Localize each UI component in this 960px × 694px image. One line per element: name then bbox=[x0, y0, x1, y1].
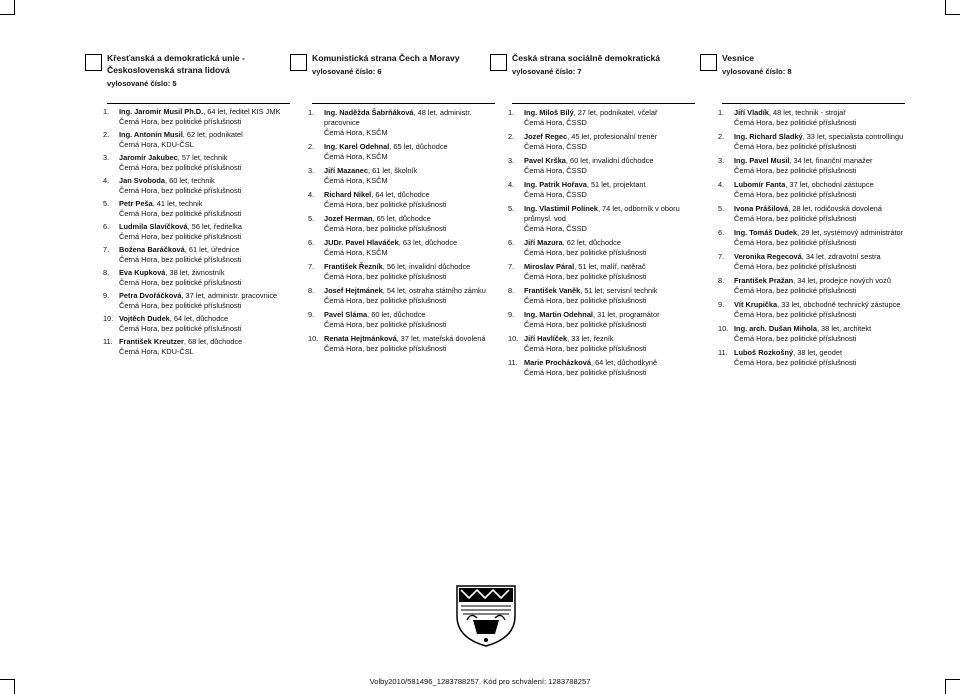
candidate-name: Pavel Krška bbox=[524, 156, 566, 165]
candidate-item[interactable] bbox=[103, 130, 290, 150]
candidate-detail: , 64 let, důchodkyně bbox=[590, 358, 658, 367]
candidate-affiliation: Černá Hora, bez politické příslušnosti bbox=[734, 334, 857, 343]
candidate-affiliation: Černá Hora, bez politické příslušnosti bbox=[734, 286, 857, 295]
candidate-detail: , 34 let, prodejce nových vozů bbox=[793, 276, 891, 285]
candidate-number: 2. bbox=[308, 142, 315, 151]
candidate-item[interactable] bbox=[103, 176, 290, 196]
party-name-line2: Československá strana lidová bbox=[107, 65, 230, 75]
candidate-name: Jan Svoboda bbox=[119, 176, 165, 185]
candidate-name: Ing. Antonín Musil bbox=[119, 130, 183, 139]
crop-mark-top-left bbox=[0, 0, 15, 15]
candidate-detail: , 48 let, administr. pracovnice bbox=[324, 108, 472, 127]
candidate-number: 11. bbox=[103, 337, 113, 346]
candidate-affiliation: Černá Hora, bez politické příslušnosti bbox=[324, 296, 447, 305]
candidate-item[interactable] bbox=[308, 142, 495, 162]
candidate-name: Ing. Jaromír Musil Ph.D. bbox=[119, 107, 204, 116]
candidate-name: František Vaněk bbox=[524, 286, 581, 295]
candidate-number: 4. bbox=[508, 180, 515, 189]
candidate-number: 10. bbox=[718, 324, 729, 333]
candidate-detail: , 60 let, technik bbox=[165, 176, 215, 185]
party-number: vylosované číslo: 8 bbox=[722, 67, 792, 76]
candidate-affiliation: Černá Hora, bez politické příslušnosti bbox=[119, 301, 242, 310]
candidate-affiliation: Černá Hora, bez politické příslušnosti bbox=[734, 214, 857, 223]
candidate-name: Lubomír Fanta bbox=[734, 180, 786, 189]
candidate-list bbox=[290, 108, 495, 354]
candidate-name: Pavel Sláma bbox=[324, 310, 368, 319]
candidate-number: 3. bbox=[308, 166, 315, 175]
party-column bbox=[85, 52, 290, 357]
party-column bbox=[290, 52, 495, 354]
candidate-name: František Kreutzer bbox=[119, 337, 184, 346]
candidate-item[interactable] bbox=[718, 132, 905, 152]
candidate-affiliation: Černá Hora, bez politické příslušnosti bbox=[734, 166, 857, 175]
candidate-item[interactable] bbox=[718, 180, 905, 200]
candidate-item[interactable] bbox=[308, 262, 495, 282]
candidate-number: 8. bbox=[718, 276, 725, 285]
candidate-name: Miroslav Páral bbox=[524, 262, 575, 271]
party-vote-box[interactable] bbox=[700, 54, 717, 71]
candidate-detail: , 37 let, obchodní zástupce bbox=[785, 180, 874, 189]
candidate-number: 10. bbox=[308, 334, 319, 343]
candidate-name: Ing. Tomáš Dudek bbox=[734, 228, 798, 237]
party-name-line1: Česká strana sociálně demokratická bbox=[512, 53, 661, 63]
candidate-number: 6. bbox=[308, 238, 315, 247]
candidate-item[interactable] bbox=[508, 262, 695, 282]
candidate-number: 5. bbox=[508, 204, 515, 213]
candidate-number: 4. bbox=[103, 176, 110, 185]
candidate-item[interactable] bbox=[718, 324, 905, 344]
candidate-affiliation: Černá Hora, bez politické příslušnosti bbox=[324, 200, 447, 209]
candidate-name: Veronika Regecová bbox=[734, 252, 802, 261]
candidate-item[interactable] bbox=[103, 107, 290, 127]
party-vote-box[interactable] bbox=[290, 54, 307, 71]
candidate-name: Jaromír Jakubec bbox=[119, 153, 178, 162]
party-header bbox=[490, 52, 695, 100]
candidate-name: Ivona Prášilová bbox=[734, 204, 789, 213]
candidate-affiliation: Černá Hora, bez politické příslušnosti bbox=[119, 186, 242, 195]
candidate-item[interactable] bbox=[308, 166, 495, 186]
candidate-affiliation: Černá Hora, KDU-ČSL bbox=[119, 347, 194, 356]
candidate-name: Petra Dvořáčková bbox=[119, 291, 182, 300]
candidate-detail: , 27 let, podnikatel, včelař bbox=[573, 108, 658, 117]
candidate-detail: , 37 let, administr. pracovnice bbox=[181, 291, 278, 300]
party-column bbox=[700, 52, 905, 368]
candidate-detail: , 48 let, technik - strojař bbox=[768, 108, 846, 117]
candidate-number: 8. bbox=[308, 286, 315, 295]
candidate-item[interactable] bbox=[308, 108, 495, 138]
candidate-detail: , 31 let, programátor bbox=[592, 310, 660, 319]
candidate-affiliation: Černá Hora, bez politické příslušnosti bbox=[324, 320, 447, 329]
party-vote-box[interactable] bbox=[85, 54, 102, 71]
candidate-number: 7. bbox=[308, 262, 315, 271]
party-column bbox=[490, 52, 695, 378]
crop-mark-top-right bbox=[945, 0, 960, 15]
candidate-item[interactable] bbox=[718, 228, 905, 248]
candidate-item[interactable] bbox=[308, 310, 495, 330]
candidate-number: 6. bbox=[718, 228, 725, 237]
party-number: vylosované číslo: 7 bbox=[512, 67, 582, 76]
candidate-number: 11. bbox=[508, 358, 518, 367]
candidate-detail: , 29 let, systémový administrátor bbox=[797, 228, 904, 237]
candidate-number: 10. bbox=[508, 334, 519, 343]
candidate-item[interactable] bbox=[508, 132, 695, 152]
candidate-detail: , 38 let, geodet bbox=[793, 348, 843, 357]
candidate-name: Ing. Richard Sladký bbox=[734, 132, 803, 141]
party-number: vylosované číslo: 5 bbox=[107, 79, 177, 88]
candidate-number: 3. bbox=[508, 156, 515, 165]
candidate-number: 1. bbox=[508, 108, 515, 117]
candidate-affiliation: Černá Hora, bez politické příslušnosti bbox=[734, 238, 857, 247]
candidate-affiliation: Černá Hora, bez politické příslušnosti bbox=[734, 358, 857, 367]
party-name-line1: Komunistická strana Čech a Moravy bbox=[312, 53, 460, 63]
candidate-name: Marie Procházková bbox=[524, 358, 591, 367]
candidate-name: Richard Nikel bbox=[324, 190, 372, 199]
candidate-affiliation: Černá Hora, ČSSD bbox=[524, 118, 587, 127]
candidate-affiliation: Černá Hora, ČSSD bbox=[524, 190, 587, 199]
candidate-name: Ing. Patrik Hořava bbox=[524, 180, 587, 189]
candidate-name: Josef Hejtmánek bbox=[324, 286, 383, 295]
candidate-number: 8. bbox=[508, 286, 515, 295]
candidate-item[interactable] bbox=[508, 358, 695, 378]
candidate-name: Eva Kupková bbox=[119, 268, 166, 277]
footer-approval-code: Volby2010/581496_1283788257. Kód pro schválení: 1283788257 bbox=[369, 677, 591, 686]
candidate-item[interactable] bbox=[508, 334, 695, 354]
candidate-detail: , 65 let, důchodce bbox=[389, 142, 448, 151]
candidate-detail: , 56 let, ředitelka bbox=[187, 222, 242, 231]
candidate-item[interactable] bbox=[508, 180, 695, 200]
municipal-emblem bbox=[447, 580, 525, 650]
candidate-name: JUDr. Pavel Hlaváček bbox=[324, 238, 399, 247]
candidate-number: 3. bbox=[103, 153, 110, 162]
candidate-detail: , 28 let, rodičovská dovolená bbox=[788, 204, 882, 213]
candidate-list bbox=[700, 108, 905, 368]
candidate-detail: , 38 let, živnostník bbox=[165, 268, 225, 277]
candidate-affiliation: Černá Hora, bez politické příslušnosti bbox=[119, 255, 242, 264]
candidate-item[interactable] bbox=[508, 310, 695, 330]
candidate-number: 9. bbox=[308, 310, 315, 319]
candidate-detail: , 33 let, specialista controllingu bbox=[802, 132, 904, 141]
candidate-detail: , 34 let, finanční manažer bbox=[789, 156, 873, 165]
candidate-detail: , 68 let, důchodce bbox=[183, 337, 243, 346]
candidate-item[interactable] bbox=[308, 286, 495, 306]
candidate-item[interactable] bbox=[308, 190, 495, 210]
candidate-item[interactable] bbox=[718, 300, 905, 320]
candidate-affiliation: Černá Hora, KDU-ČSL bbox=[119, 140, 194, 149]
candidate-affiliation: Černá Hora, bez politické příslušnosti bbox=[324, 224, 447, 233]
candidate-affiliation: Černá Hora, bez politické příslušnosti bbox=[524, 320, 647, 329]
candidate-detail: , 56 let, invalidní důchodce bbox=[382, 262, 471, 271]
candidate-name: Ing. Miloš Bílý bbox=[524, 108, 574, 117]
candidate-number: 2. bbox=[508, 132, 515, 141]
candidate-item[interactable] bbox=[308, 214, 495, 234]
candidate-name: František Řezník bbox=[324, 262, 383, 271]
party-name-line1: Vesnice bbox=[722, 53, 755, 63]
candidate-name: Petr Peša bbox=[119, 199, 153, 208]
candidate-name: Ing. Karel Odehnal bbox=[324, 142, 390, 151]
candidate-detail: , 64 let, ředitel KIS JMK bbox=[203, 107, 281, 116]
candidate-number: 8. bbox=[103, 268, 110, 277]
candidate-number: 1. bbox=[718, 108, 725, 117]
candidate-item[interactable] bbox=[508, 286, 695, 306]
candidate-detail: , 63 let, důchodce bbox=[398, 238, 458, 247]
candidate-item[interactable] bbox=[103, 245, 290, 265]
candidate-number: 1. bbox=[103, 107, 110, 116]
candidate-number: 4. bbox=[308, 190, 315, 199]
candidate-affiliation: Černá Hora, KSČM bbox=[324, 248, 388, 257]
candidate-number: 6. bbox=[103, 222, 110, 231]
candidate-item[interactable] bbox=[718, 276, 905, 296]
candidate-number: 5. bbox=[103, 199, 110, 208]
candidate-name: Ing. Martin Odehnal bbox=[524, 310, 593, 319]
candidate-item[interactable] bbox=[718, 108, 905, 128]
candidate-affiliation: Černá Hora, bez politické příslušnosti bbox=[119, 163, 242, 172]
candidate-detail: , 60 let, invalidní důchodce bbox=[565, 156, 654, 165]
candidate-number: 7. bbox=[103, 245, 110, 254]
candidate-detail: , 57 let, technik bbox=[177, 153, 228, 162]
candidate-detail: , 34 let, zdravotní sestra bbox=[801, 252, 881, 261]
candidate-item[interactable] bbox=[718, 252, 905, 272]
candidate-number: 2. bbox=[718, 132, 725, 141]
candidate-name: Ing. Naděžda Šabrňáková bbox=[324, 108, 414, 117]
candidate-detail: , 41 let, technik bbox=[152, 199, 203, 208]
candidate-affiliation: Černá Hora, bez politické příslušnosti bbox=[119, 324, 242, 333]
candidate-affiliation: Černá Hora, bez politické příslušnosti bbox=[734, 310, 857, 319]
candidate-affiliation: Černá Hora, bez politické příslušnosti bbox=[119, 117, 242, 126]
candidate-number: 5. bbox=[308, 214, 315, 223]
candidate-detail: , 62 let, důchodce bbox=[562, 238, 621, 247]
candidate-detail: , 61 let, úřednice bbox=[184, 245, 240, 254]
candidate-affiliation: Černá Hora, bez politické příslušnosti bbox=[119, 209, 242, 218]
candidate-affiliation: Černá Hora, ČSSD bbox=[524, 142, 587, 151]
candidate-affiliation: Černá Hora, bez politické příslušnosti bbox=[734, 190, 857, 199]
candidate-affiliation: Černá Hora, ČSSD bbox=[524, 224, 587, 233]
candidate-name: Jozef Herman bbox=[324, 214, 373, 223]
candidate-affiliation: Černá Hora, bez politické příslušnosti bbox=[119, 232, 242, 241]
candidate-name: Ing. arch. Dušan Mihola bbox=[734, 324, 817, 333]
candidate-number: 4. bbox=[718, 180, 725, 189]
party-number: vylosované číslo: 6 bbox=[312, 67, 382, 76]
candidate-item[interactable] bbox=[508, 156, 695, 176]
candidate-name: Luboš Rozkošný bbox=[734, 348, 794, 357]
header-divider bbox=[107, 103, 290, 104]
candidate-number: 2. bbox=[103, 130, 110, 139]
candidate-number: 6. bbox=[508, 238, 515, 247]
candidate-item[interactable] bbox=[308, 238, 495, 258]
candidate-item[interactable] bbox=[103, 291, 290, 311]
candidate-item[interactable] bbox=[103, 268, 290, 288]
candidate-detail: , 51 let, projektant bbox=[586, 180, 646, 189]
candidate-name: Ing. Pavel Musil bbox=[734, 156, 790, 165]
candidate-number: 7. bbox=[718, 252, 725, 261]
candidate-detail: , 62 let, podnikatel bbox=[182, 130, 243, 139]
candidate-affiliation: Černá Hora, bez politické příslušnosti bbox=[524, 344, 647, 353]
candidate-item[interactable] bbox=[103, 222, 290, 242]
candidate-detail: , 60 let, důchodce bbox=[367, 310, 426, 319]
candidate-affiliation: Černá Hora, ČSSD bbox=[524, 166, 587, 175]
candidate-detail: , 45 let, profesionální trenér bbox=[567, 132, 658, 141]
candidate-name: František Pražan bbox=[734, 276, 794, 285]
candidate-affiliation: Černá Hora, KSČM bbox=[324, 176, 388, 185]
candidate-detail: , 74 let, odborník v oboru průmysl. vod bbox=[524, 204, 680, 223]
candidate-detail: , 37 let, mateřská dovolená bbox=[396, 334, 486, 343]
candidate-number: 1. bbox=[308, 108, 315, 117]
candidate-affiliation: Černá Hora, bez politické příslušnosti bbox=[119, 278, 242, 287]
party-header bbox=[85, 52, 290, 100]
header-divider bbox=[722, 103, 905, 104]
candidate-detail: , 64 let, důchodce bbox=[371, 190, 430, 199]
candidate-affiliation: Černá Hora, KSČM bbox=[324, 128, 388, 137]
party-header bbox=[700, 52, 905, 100]
candidate-detail: , 33 let, obchodně technický zástupce bbox=[777, 300, 901, 309]
candidate-name: Božena Baráčková bbox=[119, 245, 185, 254]
candidate-name: Renata Hejtmánková bbox=[324, 334, 397, 343]
candidate-affiliation: Černá Hora, bez politické příslušnosti bbox=[524, 368, 647, 377]
candidate-item[interactable] bbox=[718, 156, 905, 176]
party-name-line1: Křesťanská a demokratická unie - bbox=[107, 53, 245, 63]
candidate-item[interactable] bbox=[508, 238, 695, 258]
candidate-item[interactable] bbox=[508, 108, 695, 128]
candidate-item[interactable] bbox=[718, 348, 905, 368]
candidate-name: Ludmila Slavíčková bbox=[119, 222, 188, 231]
candidate-list bbox=[490, 108, 695, 378]
candidate-affiliation: Černá Hora, bez politické příslušnosti bbox=[524, 248, 647, 257]
candidate-name: Jiří Havlíček bbox=[524, 334, 568, 343]
candidate-item[interactable] bbox=[508, 204, 695, 234]
candidate-affiliation: Černá Hora, bez politické příslušnosti bbox=[734, 118, 857, 127]
candidate-item[interactable] bbox=[103, 314, 290, 334]
candidate-detail: , 38 let, architekt bbox=[816, 324, 872, 333]
candidate-detail: , 61 let, školník bbox=[367, 166, 418, 175]
candidate-detail: , 65 let, důchodce bbox=[372, 214, 431, 223]
candidate-affiliation: Černá Hora, KSČM bbox=[324, 152, 388, 161]
candidate-name: Vít Krupička bbox=[734, 300, 778, 309]
party-vote-box[interactable] bbox=[490, 54, 507, 71]
candidate-list bbox=[85, 107, 290, 357]
candidate-name: Jiří Mazura bbox=[524, 238, 563, 247]
candidate-detail: , 33 let, řezník bbox=[567, 334, 614, 343]
candidate-number: 10. bbox=[103, 314, 114, 323]
candidate-affiliation: Černá Hora, bez politické příslušnosti bbox=[734, 142, 857, 151]
candidate-number: 11. bbox=[718, 348, 728, 357]
candidate-name: Ing. Vlastimil Polínek bbox=[524, 204, 598, 213]
candidate-affiliation: Černá Hora, bez politické příslušnosti bbox=[734, 262, 857, 271]
candidate-affiliation: Černá Hora, bez politické příslušnosti bbox=[324, 272, 447, 281]
candidate-number: 7. bbox=[508, 262, 515, 271]
candidate-affiliation: Černá Hora, bez politické příslušnosti bbox=[524, 272, 647, 281]
candidate-item[interactable] bbox=[308, 334, 495, 354]
candidate-name: Jiří Mazanec bbox=[324, 166, 368, 175]
candidate-detail: , 51 let, servisní technik bbox=[580, 286, 658, 295]
party-header bbox=[290, 52, 495, 100]
candidate-number: 9. bbox=[508, 310, 515, 319]
candidate-item[interactable] bbox=[103, 337, 290, 357]
candidate-item[interactable] bbox=[718, 204, 905, 224]
candidate-number: 3. bbox=[718, 156, 725, 165]
candidate-affiliation: Černá Hora, bez politické příslušnosti bbox=[524, 296, 647, 305]
candidate-name: Jiří Vladík bbox=[734, 108, 769, 117]
candidate-name: Vojtěch Dudek bbox=[119, 314, 170, 323]
candidate-number: 5. bbox=[718, 204, 725, 213]
candidate-detail: , 64 let, důchodce bbox=[169, 314, 229, 323]
candidate-number: 9. bbox=[718, 300, 725, 309]
header-divider bbox=[512, 103, 695, 104]
candidate-item[interactable] bbox=[103, 153, 290, 173]
candidate-detail: , 54 let, ostraha státního zámku bbox=[382, 286, 486, 295]
candidate-affiliation: Černá Hora, bez politické příslušnosti bbox=[324, 344, 447, 353]
candidate-detail: , 51 let, malíř, natěrač bbox=[574, 262, 646, 271]
header-divider bbox=[312, 103, 495, 104]
candidate-number: 9. bbox=[103, 291, 110, 300]
candidate-item[interactable] bbox=[103, 199, 290, 219]
candidate-name: Jozef Regec bbox=[524, 132, 568, 141]
